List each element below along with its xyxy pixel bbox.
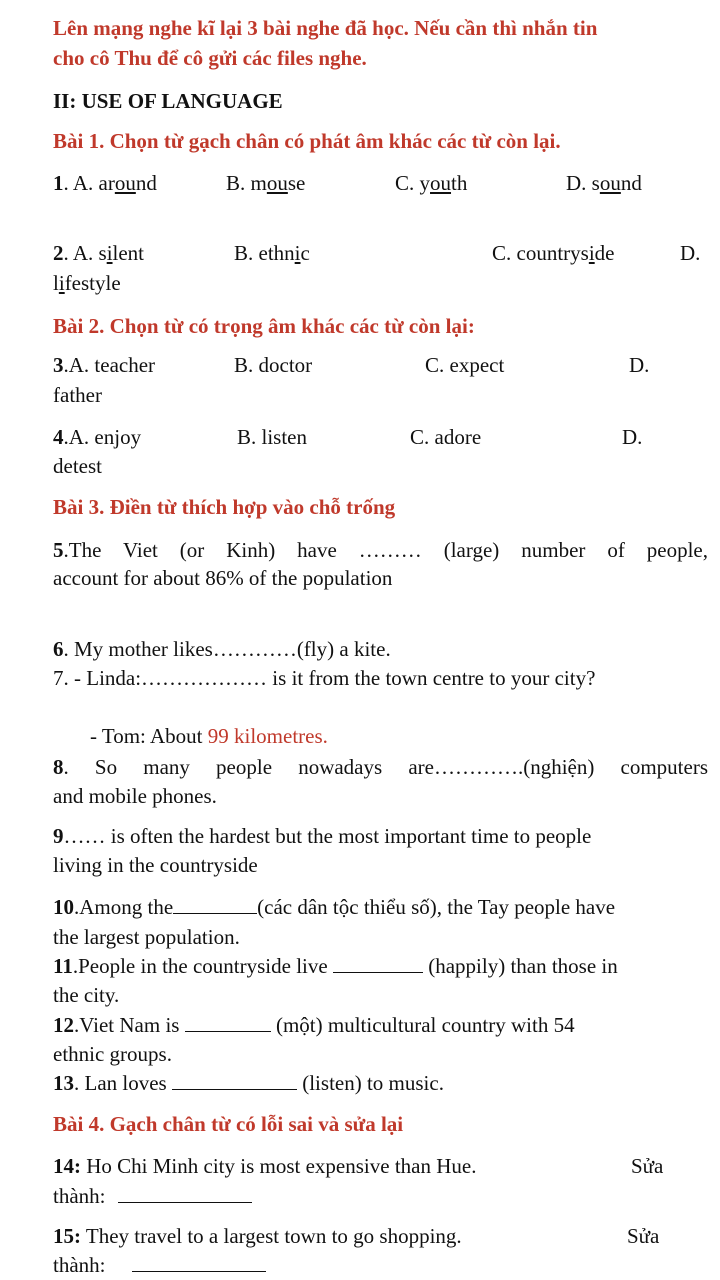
answer-blank[interactable] [132, 1253, 266, 1272]
question-1-option-a: 1. A. around [53, 171, 157, 195]
question-3-option-c: C. expect [425, 353, 505, 377]
question-5-line-1: 5.The Viet (or Kinh) have ……… (large) number of people, [53, 538, 708, 562]
question-9-line-1: 9…… is often the hardest but the most important time to people [53, 824, 592, 848]
question-15: 15: They travel to a largest town to go shopping. [53, 1224, 462, 1248]
exercise-2-title: Bài 2. Chọn từ có trọng âm khác các từ còn lại: [53, 314, 475, 338]
answer-blank[interactable] [172, 1071, 297, 1090]
question-3-option-a: 3.A. teacher [53, 353, 156, 377]
question-4-option-b: B. listen [237, 425, 308, 449]
question-1-option-b: B. mouse [226, 171, 306, 195]
question-2-option-b: B. ethnic [234, 241, 310, 265]
question-14-fix-line: thành: [53, 1183, 252, 1209]
question-9-line-2: living in the countryside [53, 853, 258, 877]
question-3-option-d-continued: father [53, 383, 102, 407]
question-10-line-1: 10.Among the (các dân tộc thiểu số), the Tay people have [53, 895, 616, 919]
exercise-3-title: Bài 3. Điền từ thích hợp vào chỗ trống [53, 495, 396, 519]
question-8-line-2: and mobile phones. [53, 784, 217, 808]
question-14-fix-label: Sửa [631, 1154, 664, 1178]
question-3-option-b: B. doctor [234, 353, 313, 377]
question-2-option-d: D. [680, 241, 701, 265]
answer-blank[interactable] [173, 895, 257, 914]
question-8-line-1: 8. So many people nowadays are………….(nghiện) computers [53, 755, 708, 779]
question-1-option-d: D. sound [566, 171, 642, 195]
question-3-option-d: D. [629, 353, 650, 377]
question-6: 6. My mother likes…………(fly) a kite. [53, 637, 391, 661]
question-5-line-2: account for about 86% of the population [53, 566, 393, 590]
intro-line-2: cho cô Thu để cô gửi các files nghe. [53, 46, 367, 70]
answer-blank[interactable] [118, 1184, 252, 1203]
question-11-line-1: 11.People in the countryside live (happily) than those in [53, 954, 618, 978]
question-12-line-2: ethnic groups. [53, 1042, 172, 1066]
question-4-option-a: 4.A. enjoy [53, 425, 142, 449]
answer-blank[interactable] [185, 1013, 271, 1032]
exercise-1-title: Bài 1. Chọn từ gạch chân có phát âm khác các từ còn lại. [53, 129, 561, 153]
question-14: 14: Ho Chi Minh city is most expensive than Hue. [53, 1154, 477, 1178]
question-11-line-2: the city. [53, 983, 120, 1007]
question-15-fix-line: thành: [53, 1252, 266, 1278]
question-4-option-d-continued: detest [53, 454, 102, 478]
answer-blank[interactable] [333, 954, 423, 973]
question-2-option-c: C. countryside [492, 241, 615, 265]
question-2-option-a: 2. A. silent [53, 241, 145, 265]
intro-line-1: Lên mạng nghe kĩ lại 3 bài nghe đã học. Nếu cần thì nhắn tin [53, 16, 598, 40]
question-1-option-c: C. youth [395, 171, 468, 195]
exercise-4-title: Bài 4. Gạch chân từ có lỗi sai và sửa lại [53, 1112, 404, 1136]
question-4-option-d: D. [622, 425, 643, 449]
section-title: II: USE OF LANGUAGE [53, 89, 283, 113]
question-7: 7. - Linda:……………… is it from the town centre to your city? [53, 666, 596, 690]
question-10-line-2: the largest population. [53, 925, 240, 949]
question-15-fix-label: Sửa [627, 1224, 660, 1248]
question-4-option-c: C. adore [410, 425, 482, 449]
question-12-line-1: 12.Viet Nam is (một) multicultural country with 54 [53, 1013, 575, 1037]
question-7-tom: - Tom: About 99 kilometres. [90, 724, 328, 748]
question-2-option-d-continued: lifestyle [53, 271, 121, 295]
question-13: 13. Lan loves (listen) to music. [53, 1071, 444, 1095]
